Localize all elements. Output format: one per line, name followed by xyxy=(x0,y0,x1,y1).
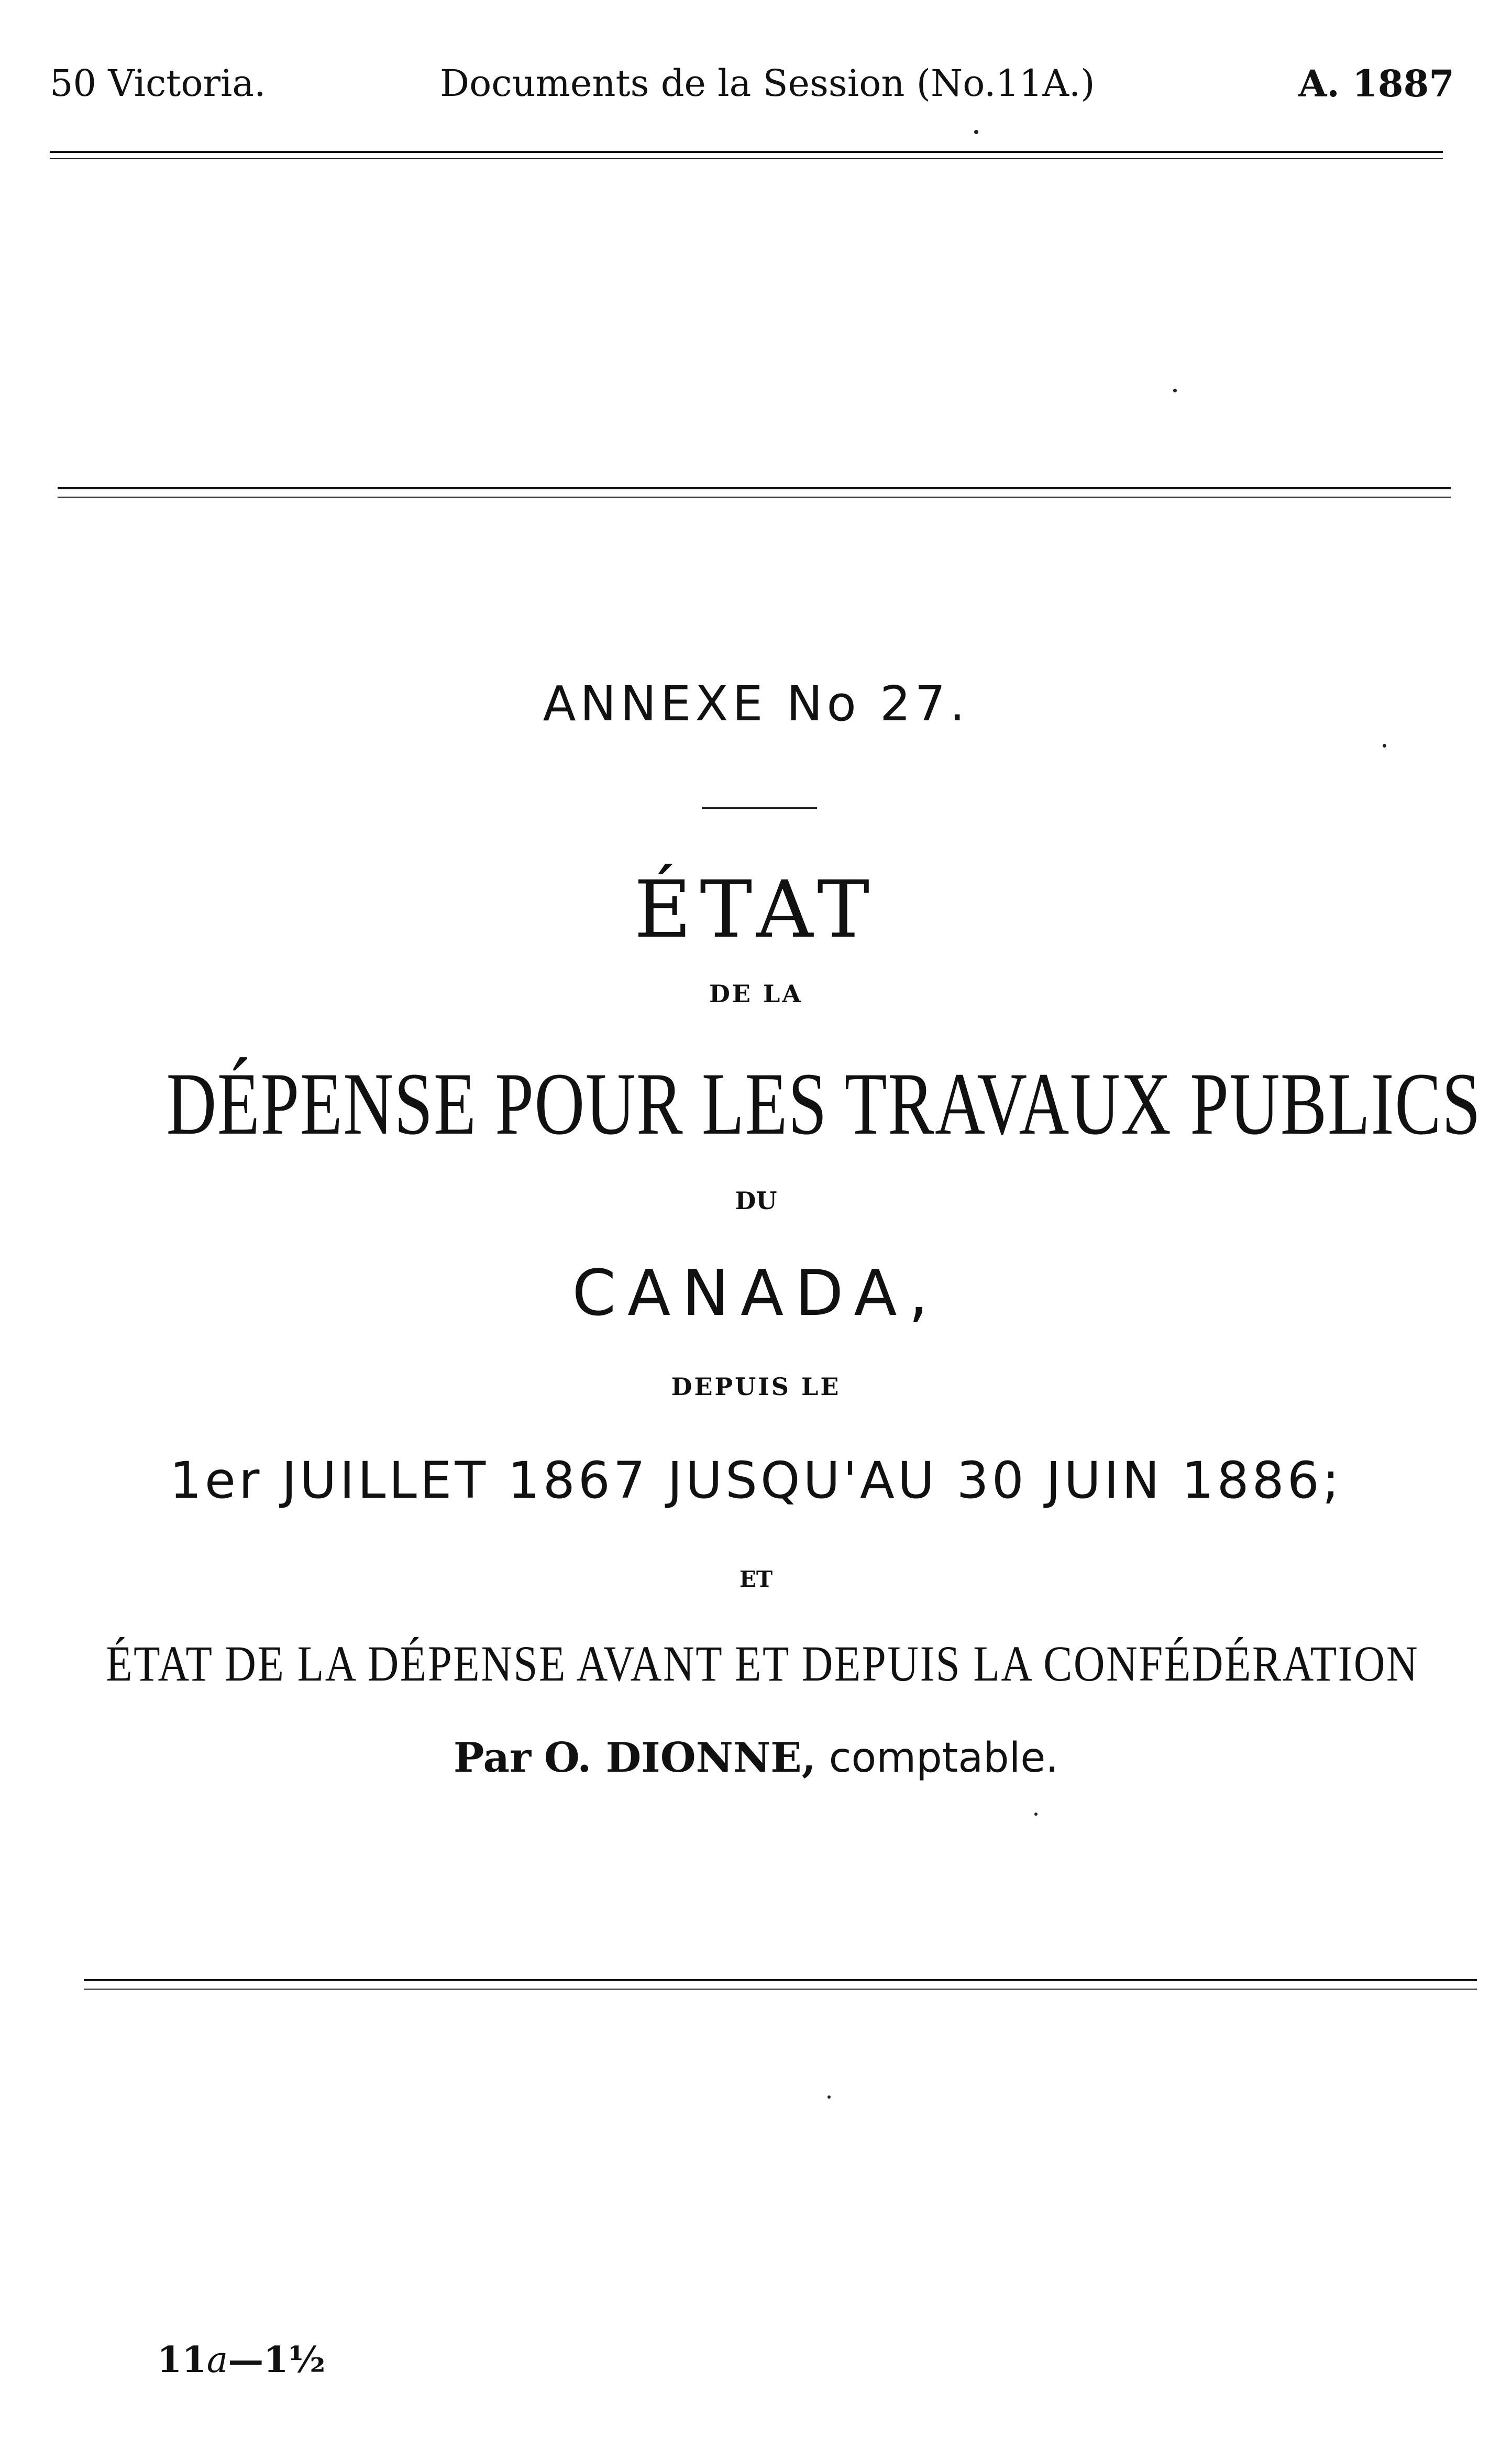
header-year: A. 1887 xyxy=(1298,62,1454,105)
author-role: comptable. xyxy=(829,1735,1059,1782)
header-document-title: Documents de la Session (No.11A.) xyxy=(440,62,1095,105)
lower-rule-top xyxy=(84,1979,1477,1981)
header-rule-top xyxy=(50,151,1443,153)
author-line xyxy=(0,1734,1512,1782)
connector-depuis-le: DEPUIS LE xyxy=(671,1373,841,1401)
annexe-number: ANNEXE No 27. xyxy=(543,676,969,732)
print-speck xyxy=(974,130,978,134)
printer-signature-mark xyxy=(157,2339,325,2381)
author-name: O. DIONNE, xyxy=(544,1734,816,1782)
main-heading-depense: DÉPENSE POUR LES TRAVAUX PUBLICS xyxy=(166,1055,1482,1153)
print-speck xyxy=(1383,744,1386,748)
header-rule-bottom xyxy=(50,158,1443,159)
header-session-year: 50 Victoria. xyxy=(50,62,266,105)
connector-du: DU xyxy=(735,1187,777,1215)
country-name: CANADA, xyxy=(572,1257,940,1330)
connector-de-la: DE LA xyxy=(709,980,803,1008)
short-divider xyxy=(702,807,817,809)
upper-rule-bottom xyxy=(58,497,1451,498)
signature-letter: a xyxy=(206,2340,228,2381)
signature-suffix: —1½ xyxy=(228,2339,326,2381)
print-speck xyxy=(827,2095,831,2099)
date-range: 1er JUILLET 1867 JUSQU'AU 30 JUIN 1886; xyxy=(169,1451,1343,1510)
connector-et: ET xyxy=(739,1566,773,1592)
print-speck xyxy=(1173,389,1177,392)
print-speck xyxy=(1034,1813,1038,1816)
secondary-heading: ÉTAT DE LA DÉPENSE AVANT ET DEPUIS LA CONFÉDÉRATION xyxy=(106,1635,1419,1692)
signature-number: 11 xyxy=(157,2339,207,2381)
author-prefix: Par xyxy=(453,1734,532,1782)
upper-rule-top xyxy=(58,487,1451,489)
lower-rule-bottom xyxy=(84,1989,1477,1990)
main-title-etat: ÉTAT xyxy=(634,864,878,956)
